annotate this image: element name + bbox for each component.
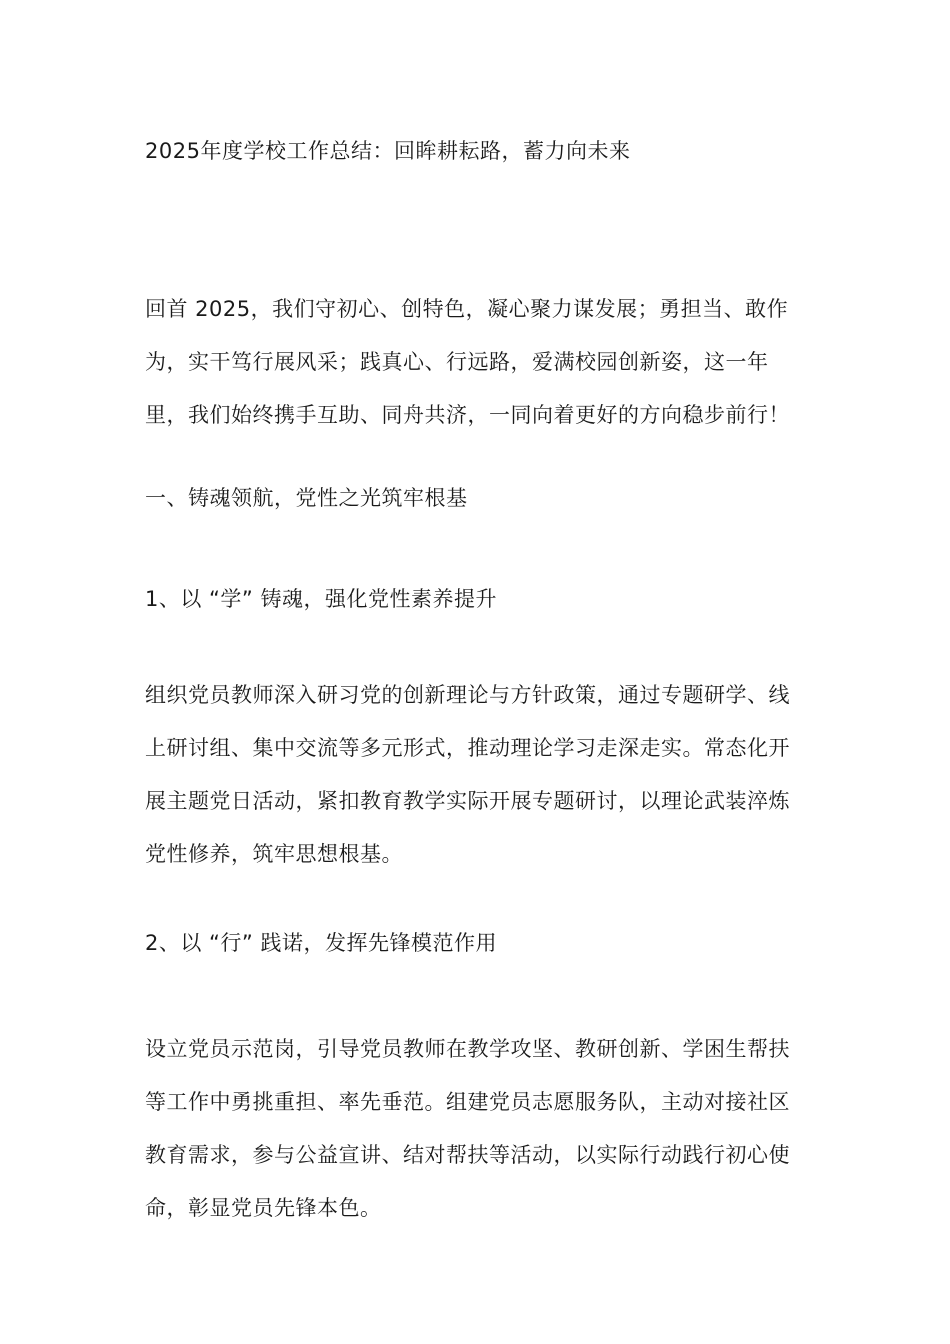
subsection-paragraph-1: 组织党员教师深入研习党的创新理论与方针政策，通过专题研学、线上研讨组、集中交流等多元形式，推动理论学习走深走实。常态化开展主题党日活动，紧扣教育教学实际开展专题研讨，以理论武装淬炼党性修养，筑牢思想根基。	[145, 683, 790, 866]
section-heading: 一、铸魂领航，党性之光筑牢根基	[145, 486, 468, 510]
subsection-paragraph-2: 设立党员示范岗，引导党员教师在教学攻坚、教研创新、学困生帮扶等工作中勇挑重担、率先垂范。组建党员志愿服务队，主动对接社区教育需求，参与公益宣讲、结对帮扶等活动，以实际行动践行初心使命，彰显党员先锋本色。	[145, 1037, 790, 1220]
subsection-heading-1: 1、以 “学” 铸魂，强化党性素养提升	[145, 587, 497, 611]
intro-paragraph: 回首 2025，我们守初心、创特色，凝心聚力谋发展；勇担当、敢作为，实干笃行展风采；践真心、行远路，爱满校园创新姿，这一年里，我们始终携手互助、同舟共济，一同向着更好的方向稳步前行！	[145, 297, 790, 427]
document-title: 2025年度学校工作总结：回眸耕耘路，蓄力向未来	[145, 139, 631, 163]
subsection-heading-2: 2、以 “行” 践诺，发挥先锋模范作用	[145, 931, 497, 955]
